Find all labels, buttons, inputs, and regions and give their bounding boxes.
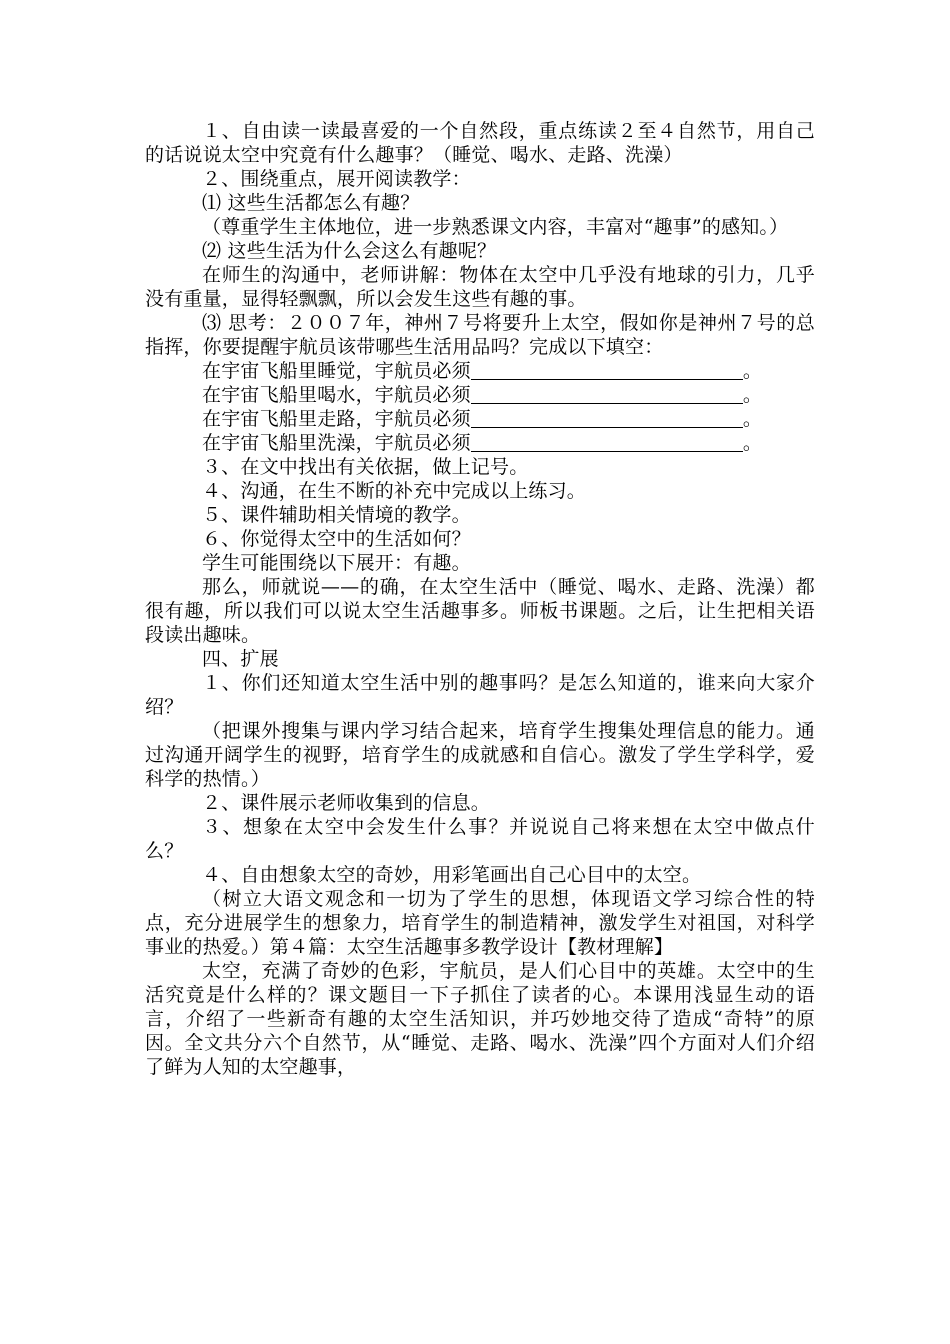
- paragraph-extension-2: ２、课件展示老师收集到的信息。: [202, 792, 491, 814]
- paragraph-question-2: ⑵ 这些生活为什么会这么有趣呢？: [202, 240, 497, 262]
- paragraph-step-6: ６、你觉得太空中的生活如何？: [202, 528, 471, 550]
- paragraph-step-2: ２、围绕重点，展开阅读教学：: [202, 168, 471, 190]
- blank-underline: [471, 361, 743, 380]
- paragraph-step-5: ５、课件辅助相关情境的教学。: [202, 504, 471, 526]
- fill-blank-end: 。: [742, 408, 763, 430]
- fill-blank-line: [145, 407, 815, 431]
- paragraph-explanation: 在师生的沟通中，老师讲解：物体在太空中几乎没有地球的引力，几乎没有重量，显得轻飘飘，所以会发生这些有趣的事。: [145, 264, 815, 310]
- blank-underline: [471, 385, 743, 404]
- fill-blank-prompt: 在宇宙飞船里喝水，宇航员必须: [202, 384, 471, 406]
- paragraph-question-1: ⑴ 这些生活都怎么有趣？: [202, 192, 420, 214]
- paragraph-question-3: ⑶ 思考：２００７年，神州７号将要升上太空，假如你是神州７号的总指挥，你要提醒宇航员该带哪些生活用品吗？完成以下填空：: [145, 312, 815, 358]
- paragraph-student-answer: 学生可能围绕以下展开：有趣。: [202, 552, 471, 574]
- fill-blank-prompt: 在宇宙飞船里洗澡，宇航员必须: [202, 432, 471, 454]
- fill-blank-line: [145, 383, 815, 407]
- fill-blank-line: [145, 359, 815, 383]
- paragraph-material-understanding: 太空，充满了奇妙的色彩，宇航员，是人们心目中的英雄。太空中的生活究竟是什么样的？课文题目一下子抓住了读者的心。本课用浅显生动的语言，介绍了一些新奇有趣的太空生活知识，并巧妙地交待了造成“奇特”的原因。全文共分六个自然节，从“睡觉、走路、喝水、洗澡”四个方面对人们介绍了鲜为人知的太空趣事，: [145, 960, 815, 1078]
- blank-underline: [471, 409, 743, 428]
- paragraph-design-note: （树立大语文观念和一切为了学生的思想，体现语文学习综合性的特点，充分进展学生的想象力，培育学生的制造精神，激发学生对祖国，对科学事业的热爱。）第４篇：太空生活趣事多教学设计【教材理解】: [145, 888, 815, 958]
- fill-blank-end: 。: [742, 360, 763, 382]
- fill-blank-prompt: 在宇宙飞船里走路，宇航员必须: [202, 408, 471, 430]
- fill-blank-end: 。: [742, 432, 763, 454]
- paragraph-step-3: ３、在文中找出有关依据，做上记号。: [202, 456, 529, 478]
- paragraph-extension-1: １、你们还知道太空生活中别的趣事吗？是怎么知道的，谁来向大家介绍？: [145, 672, 815, 718]
- paragraph-extension-4: ４、自由想象太空的奇妙，用彩笔画出自己心目中的太空。: [202, 864, 702, 886]
- paragraph-teacher-summary: 那么，师就说——的确，在太空生活中（睡觉、喝水、走路、洗澡）都很有趣，所以我们可以说太空生活趣事多。师板书课题。之后，让生把相关语段读出趣味。: [145, 576, 815, 646]
- fill-blank-line: [145, 431, 815, 455]
- blank-underline: [471, 433, 743, 452]
- section-heading-extension: 四、扩展: [202, 648, 279, 670]
- paragraph-note-1: （尊重学生主体地位，进一步熟悉课文内容，丰富对“趣事”的感知。）: [202, 216, 789, 238]
- paragraph-step-1: １、自由读一读最喜爱的一个自然段，重点练读２至４自然节，用自己的话说说太空中究竟有什么趣事？（睡觉、喝水、走路、洗澡）: [145, 120, 815, 166]
- fill-blank-prompt: 在宇宙飞船里睡觉，宇航员必须: [202, 360, 471, 382]
- fill-blank-end: 。: [742, 384, 763, 406]
- paragraph-step-4: ４、沟通，在生不断的补充中完成以上练习。: [202, 480, 587, 502]
- paragraph-extension-note: （把课外搜集与课内学习结合起来，培育学生搜集处理信息的能力。通过沟通开阔学生的视野，培育学生的成就感和自信心。激发了学生学科学，爱科学的热情。）: [145, 720, 815, 790]
- paragraph-extension-3: ３、想象在太空中会发生什么事？并说说自己将来想在太空中做点什么？: [145, 816, 815, 862]
- document-page: [145, 119, 815, 1079]
